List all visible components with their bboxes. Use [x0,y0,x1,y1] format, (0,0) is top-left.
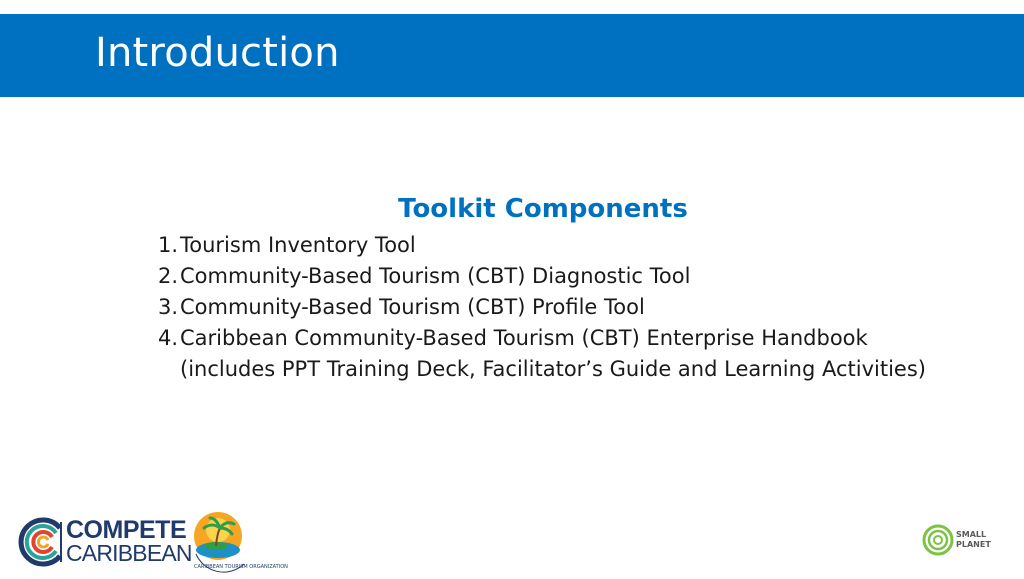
list-item [158,230,938,261]
list-item-text: Community-Based Tourism (CBT) Profile Tool [180,295,645,319]
small-planet-text [956,530,991,550]
list-item-number: 1. [158,233,179,257]
component-list [158,230,938,385]
caribbean-tourism-organization-logo [186,506,288,574]
list-item-number: 4. [158,326,179,350]
list-item-text: Caribbean Community-Based Tourism (CBT) Enterprise Handbook (includes PPT Training Deck, Facilitator’s Guide and Learning Activities) [180,326,926,381]
small-planet-line1: SMALL [956,530,987,539]
compete-logo-line1: COMPETE [66,516,187,544]
list-item [158,323,938,385]
list-item-text: Tourism Inventory Tool [180,233,416,257]
cto-emblem-icon [186,506,288,574]
main-content [158,194,938,385]
compete-logo-line2: CARIBBEAN [66,540,192,566]
list-item-number: 2. [158,264,179,288]
list-item [158,292,938,323]
small-planet-logo [922,524,991,558]
section-heading: Toolkit Components [398,194,688,224]
small-planet-icon [922,524,954,556]
list-item-text: Community-Based Tourism (CBT) Diagnostic Tool [180,264,691,288]
compete-caribbean-logo [14,516,192,568]
compete-swirl-icon [14,516,64,568]
cto-logo-text: CARIBBEAN TOURISM ORGANIZATION [194,564,288,570]
list-item [158,261,938,292]
list-item-number: 3. [158,295,179,319]
small-planet-line2: PLANET [956,540,991,549]
page-title: Introduction [95,30,340,76]
